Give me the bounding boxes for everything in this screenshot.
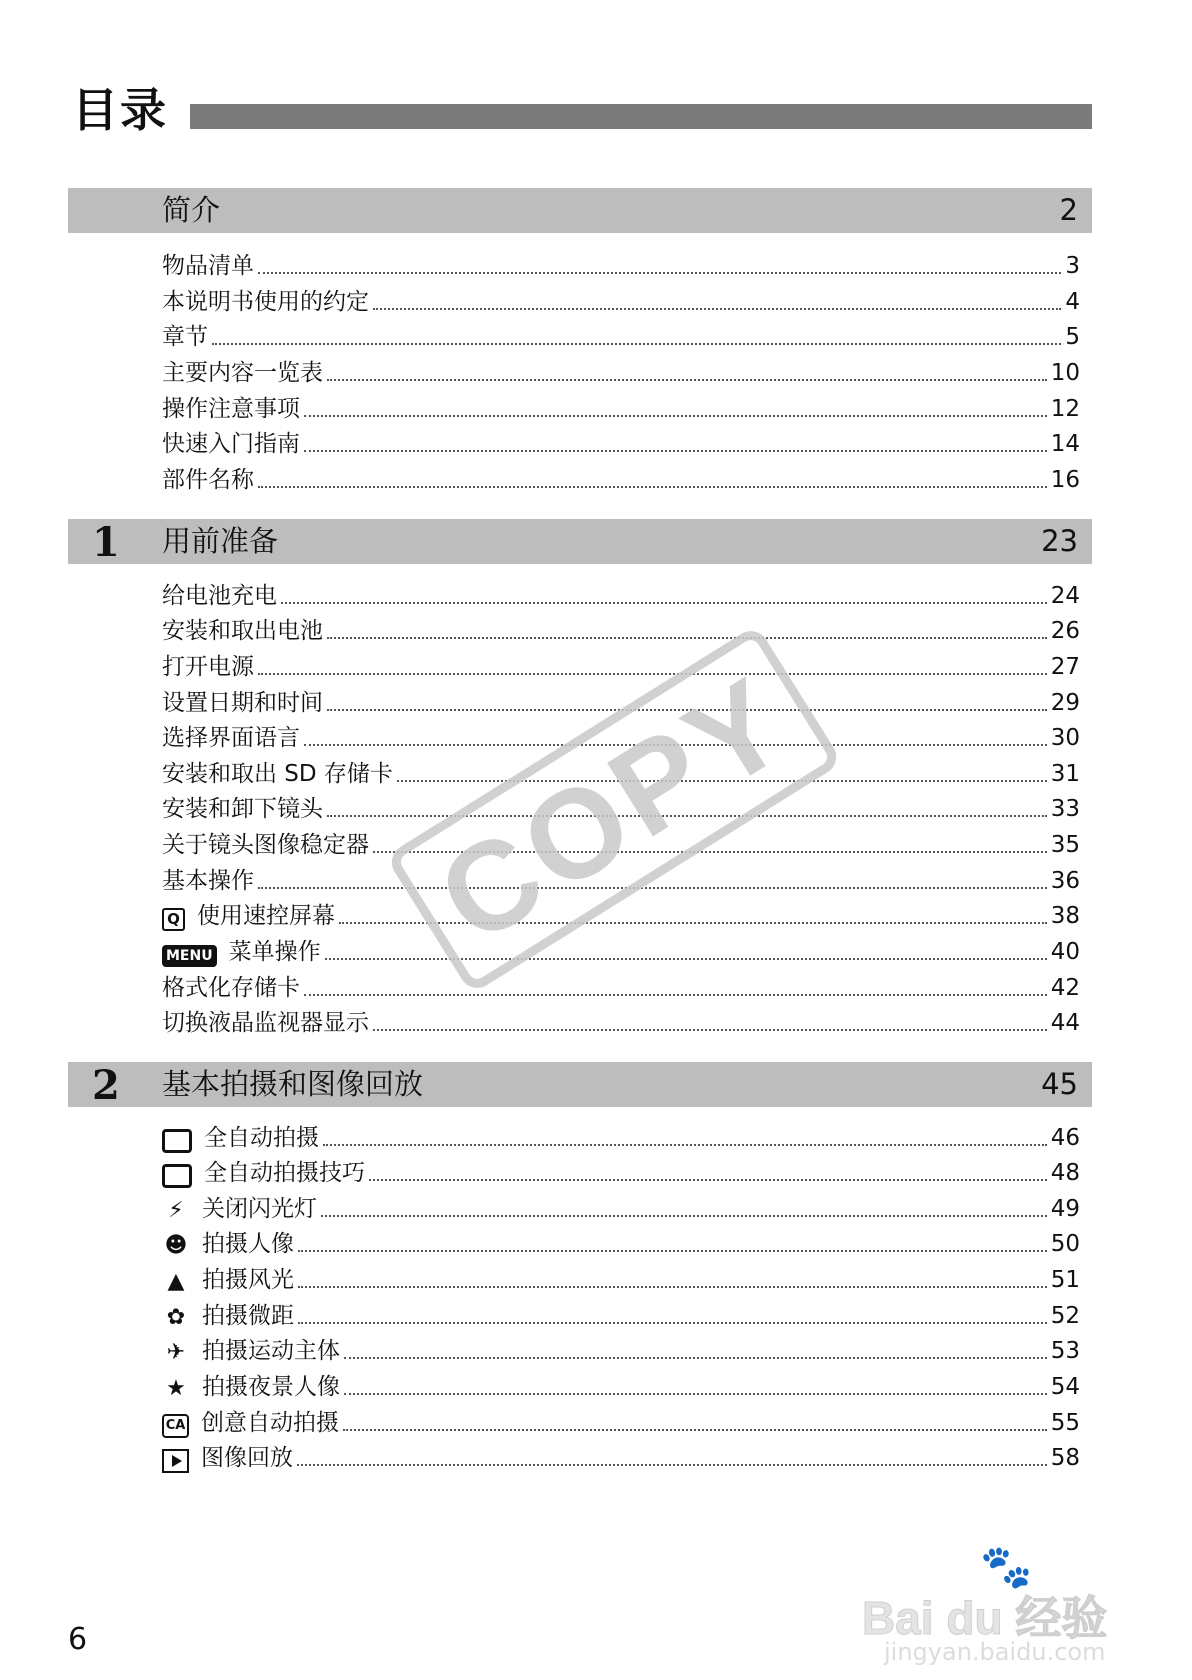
dot-leader	[297, 1464, 1047, 1466]
toc-entry-page: 29	[1050, 690, 1080, 716]
dot-leader	[327, 637, 1047, 639]
dot-leader	[325, 958, 1047, 960]
toc-entry-page: 40	[1050, 939, 1080, 965]
toc-entry[interactable]	[162, 320, 1080, 352]
toc-entry-label: 部件名称	[162, 467, 254, 493]
section-page: 23	[1041, 524, 1078, 558]
dot-leader	[258, 673, 1047, 675]
toc-entry-page: 49	[1050, 1196, 1080, 1222]
toc-entry-page: 12	[1050, 396, 1080, 422]
baidu-brand: Bai du 经验	[862, 1592, 1108, 1644]
toc-entry-page: 50	[1050, 1231, 1080, 1257]
toc-entry-page: 52	[1050, 1303, 1080, 1329]
toc-entry[interactable]	[162, 1299, 1080, 1331]
toc-entry-label: 选择界面语言	[162, 725, 300, 751]
toc-entry-page: 48	[1050, 1160, 1080, 1186]
baidu-jingyan-watermark	[862, 1542, 1162, 1666]
paw-icon: 🐾	[980, 1542, 1033, 1591]
toc-entry[interactable]	[162, 1406, 1080, 1438]
toc-entry-page: 3	[1065, 253, 1080, 279]
toc-entry-page: 24	[1050, 583, 1080, 609]
flash-off-icon: ⚡	[168, 1198, 184, 1223]
page-title: 目录	[72, 83, 168, 137]
toc-entry[interactable]	[162, 579, 1080, 611]
portrait-icon: ☻	[164, 1233, 188, 1258]
toc-entry-page: 5	[1065, 324, 1080, 350]
toc-entry-page: 26	[1050, 618, 1080, 644]
toc-entry-label: 图像回放	[201, 1445, 293, 1471]
toc-entry-label: 物品清单	[162, 253, 254, 279]
toc-entry-page: 33	[1050, 796, 1080, 822]
section-number: 1	[92, 519, 120, 566]
section-number: 2	[92, 1062, 120, 1109]
toc-entry-label: 安装和取出 SD 存储卡	[162, 761, 393, 787]
toc-entry[interactable]	[162, 463, 1080, 495]
toc-entry[interactable]	[162, 249, 1080, 281]
toc-entry-label: 使用速控屏幕	[197, 903, 335, 929]
toc-entry-label: 章节	[162, 324, 208, 350]
toc-entry-label: 拍摄夜景人像	[202, 1374, 340, 1400]
section-header-2	[68, 1062, 1092, 1107]
toc-entry-page: 10	[1050, 360, 1080, 386]
toc-entry-label: 格式化存储卡	[162, 975, 300, 1001]
toc-entry[interactable]	[162, 427, 1080, 459]
toc-entry-page: 58	[1050, 1445, 1080, 1471]
dot-leader	[258, 272, 1061, 274]
dot-leader	[304, 415, 1047, 417]
toc-entry-page: 14	[1050, 431, 1080, 457]
toc-entry-page: 27	[1050, 654, 1080, 680]
dot-leader	[321, 1215, 1047, 1217]
toc-entry-label: 拍摄运动主体	[202, 1338, 340, 1364]
dot-leader	[258, 887, 1047, 889]
sports-icon: ✈	[166, 1340, 186, 1365]
toc-entry-page: 36	[1050, 868, 1080, 894]
toc-entry-label: 全自动拍摄技巧	[204, 1160, 365, 1186]
dot-leader	[281, 602, 1047, 604]
toc-entry-label: 本说明书使用的约定	[162, 289, 369, 315]
toc-entry-page: 4	[1065, 289, 1080, 315]
dot-leader	[298, 1286, 1047, 1288]
dot-leader	[304, 450, 1047, 452]
dot-leader	[344, 1393, 1047, 1395]
toc-entry[interactable]	[162, 899, 1080, 931]
toc-entry-label: 设置日期和时间	[162, 690, 323, 716]
toc-entry-page: 35	[1050, 832, 1080, 858]
dot-leader	[327, 379, 1047, 381]
menu-icon: MENU	[162, 945, 217, 967]
toc-entry-page: 30	[1050, 725, 1080, 751]
dot-leader	[298, 1250, 1047, 1252]
toc-entry-label: 安装和取出电池	[162, 618, 323, 644]
toc-entry-label: 拍摄风光	[202, 1267, 294, 1293]
dot-leader	[258, 486, 1047, 488]
macro-icon: ✿	[166, 1305, 186, 1330]
toc-entry[interactable]	[162, 650, 1080, 682]
toc-entry-label: 基本操作	[162, 868, 254, 894]
toc-entry-page: 44	[1050, 1010, 1080, 1036]
full-auto-icon	[162, 1129, 192, 1153]
dot-leader	[373, 308, 1061, 310]
toc-entry[interactable]	[162, 1156, 1080, 1188]
toc-entry[interactable]	[162, 1121, 1080, 1153]
toc-entry[interactable]	[162, 1334, 1080, 1366]
toc-entry-page: 46	[1050, 1125, 1080, 1151]
toc-entry-page: 53	[1050, 1338, 1080, 1364]
dot-leader	[373, 1029, 1047, 1031]
toc-entry-label: 打开电源	[162, 654, 254, 680]
toc-entry-page: 38	[1050, 903, 1080, 929]
copy-watermark: COPY	[385, 624, 843, 994]
creative-auto-icon: CA	[162, 1414, 189, 1438]
toc-entry[interactable]	[162, 356, 1080, 388]
playback-icon	[162, 1449, 189, 1473]
landscape-icon: ▲	[167, 1269, 185, 1294]
section-page: 2	[1059, 193, 1078, 227]
dot-leader	[369, 1179, 1047, 1181]
toc-entry[interactable]	[162, 285, 1080, 317]
title-rule	[190, 104, 1092, 129]
section-header-intro	[68, 188, 1092, 233]
toc-entry-label: 主要内容一览表	[162, 360, 323, 386]
toc-entry[interactable]	[162, 1370, 1080, 1402]
toc-entry[interactable]	[162, 1227, 1080, 1259]
night-portrait-icon: ★	[166, 1376, 186, 1401]
toc-entry[interactable]	[162, 1441, 1080, 1473]
toc-entry[interactable]	[162, 392, 1080, 424]
quick-control-icon: Q	[162, 908, 185, 931]
toc-entry-label: 菜单操作	[228, 939, 321, 965]
toc-entry-label: 关闭闪光灯	[202, 1196, 317, 1222]
section-title: 用前准备	[162, 524, 279, 558]
toc-entry-page: 16	[1050, 467, 1080, 493]
toc-entry[interactable]	[162, 1192, 1080, 1224]
dot-leader	[304, 994, 1047, 996]
section-title: 简介	[162, 193, 221, 227]
toc-entry-page: 51	[1050, 1267, 1080, 1293]
toc-entry-label: 拍摄人像	[202, 1231, 294, 1257]
toc-entry-label: 切换液晶监视器显示	[162, 1010, 369, 1036]
toc-entry-label: 操作注意事项	[162, 396, 300, 422]
toc-entry-label: 创意自动拍摄	[201, 1410, 339, 1436]
baidu-url: jingyan.baidu.com	[884, 1638, 1106, 1666]
section-page: 45	[1041, 1067, 1078, 1101]
page-number: 6	[68, 1622, 88, 1657]
toc-entry-label: 快速入门指南	[162, 431, 300, 457]
toc-entry-page: 55	[1050, 1410, 1080, 1436]
toc-entry-label: 给电池充电	[162, 583, 277, 609]
toc-entry[interactable]	[162, 971, 1080, 1003]
dot-leader	[343, 1429, 1047, 1431]
dot-leader	[298, 1322, 1047, 1324]
toc-entry-label: 全自动拍摄	[204, 1125, 319, 1151]
dot-leader	[344, 1357, 1047, 1359]
toc-entry-page: 31	[1050, 761, 1080, 787]
toc-entry-page: 54	[1050, 1374, 1080, 1400]
dot-leader	[323, 1144, 1047, 1146]
toc-entry[interactable]	[162, 1006, 1080, 1038]
section-title: 基本拍摄和图像回放	[162, 1067, 424, 1101]
section-header-1	[68, 519, 1092, 564]
toc-entry-page: 42	[1050, 975, 1080, 1001]
toc-entry[interactable]	[162, 614, 1080, 646]
full-auto-icon	[162, 1164, 192, 1188]
toc-entry-label: 拍摄微距	[202, 1303, 294, 1329]
toc-entry[interactable]	[162, 935, 1080, 967]
toc-entry[interactable]	[162, 1263, 1080, 1295]
dot-leader	[212, 343, 1061, 345]
toc-entry-label: 关于镜头图像稳定器	[162, 832, 369, 858]
toc-entry-label: 安装和卸下镜头	[162, 796, 323, 822]
